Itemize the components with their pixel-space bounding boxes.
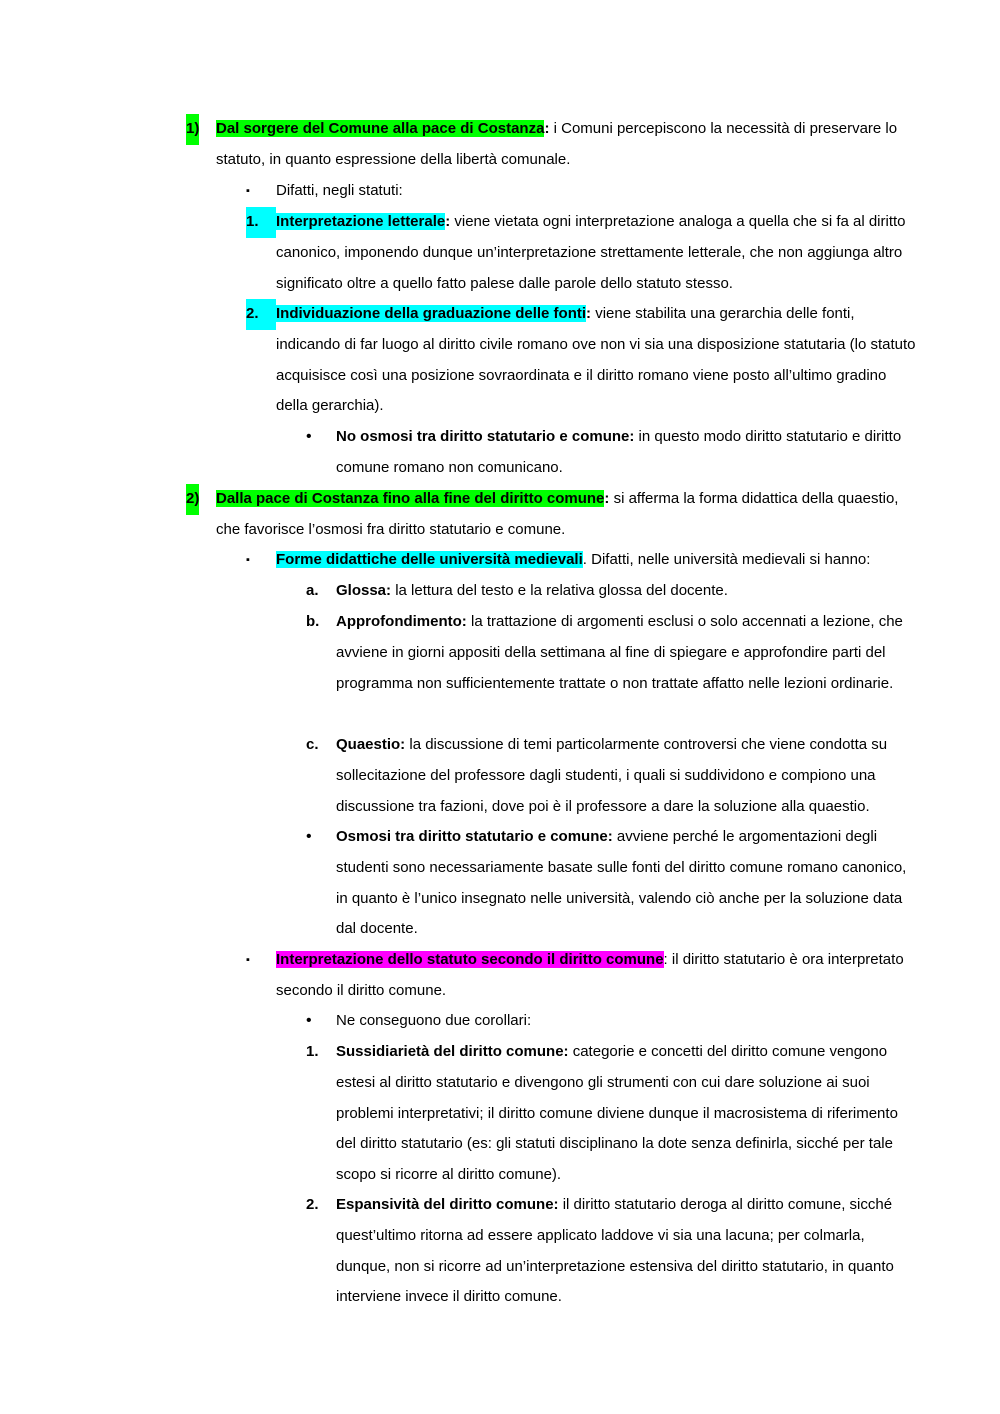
item-text: il diritto statutario deroga al diritto comune, sicché quest’ultimo ritorna ad essere applicato laddove vi sia una lacuna; per colmarla, dunque, non si ricorre ad un’interpretazione estensiva del diritto statutario, in quanto interviene invece il diritto comune.	[336, 1196, 894, 1306]
item-text: la discussione di temi particolarmente controversi che viene condotta su sollecitazione del professore dagli studenti, i quali si suddividono e compiono una discussione tra fazioni, dove poi è il professore a dare la soluzione alla quaestio.	[336, 736, 888, 815]
item-graduazione-fonti: Individuazione della graduazione delle fonti: viene stabilita una gerarchia delle fonti, indicando di far luogo al diritto civile romano ove non vi sia una disposizione statutaria (lo statuto acquisisce così una posizione sovraordinata e il diritto romano viene posto all’ultimo gradino della gerarchia).	[276, 305, 916, 415]
square-bullet-icon: ▪	[246, 185, 250, 197]
section-2-heading: Dalla pace di Costanza fino alla fine del diritto comune	[216, 490, 605, 507]
item-text: in questo modo diritto statutario e diritto comune romano non comunicano.	[336, 428, 902, 476]
item-heading: Interpretazione dello statuto secondo il diritto comune	[276, 951, 664, 968]
item-heading: Interpretazione letterale	[276, 213, 446, 230]
osmosi-paragraph	[336, 822, 916, 945]
list-marker: 1.	[306, 1043, 319, 1060]
item-text: . Difatti, nelle università medievali si hanno:	[582, 551, 871, 568]
item-heading: Approfondimento:	[336, 613, 467, 630]
item-espansivita	[336, 1190, 916, 1313]
round-bullet-icon: •	[306, 1012, 312, 1029]
item-text: viene vietata ogni interpretazione analoga a quella che si fa al diritto canonico, imponendo dunque un’interpretazione strettamente letterale, che non aggiunga altro significato oltre a quello fatto palese dalle parole dello statuto stesso.	[276, 213, 906, 292]
section-1-paragraph: Dal sorgere del Comune alla pace di Costanza: i Comuni percepiscono la necessità di preservare lo statuto, in quanto espressione della libertà comunale.	[216, 120, 898, 168]
round-bullet-icon: •	[306, 828, 312, 845]
item-heading: Osmosi tra diritto statutario e comune:	[336, 828, 613, 845]
round-bullet-icon: •	[306, 428, 312, 445]
list-marker: a.	[306, 582, 319, 599]
item-heading: Glossa:	[336, 582, 392, 599]
item-sussidiarieta	[336, 1037, 916, 1191]
list-marker: 2.	[246, 299, 276, 330]
item-text: la lettura del testo e la relativa glossa del docente.	[391, 582, 728, 599]
item-text: categorie e concetti del diritto comune vengono estesi al diritto statutario e divengono gli strumenti con cui dare soluzione ai suoi problemi interpretativi; il diritto comune diviene dunque il macrosistema di riferimento del diritto statutario (es: gli statuti disciplinano la dote senza definirla, sicché per tale scopo si ricorre al diritto comune).	[336, 1043, 898, 1184]
item-heading: Individuazione della graduazione delle fonti	[276, 305, 587, 322]
item-text: viene stabilita una gerarchia delle fonti, indicando di far luogo al diritto civile romano ove non vi sia una disposizione statutaria (lo statuto acquisisce così una posizione sovraordinata e il diritto romano viene posto all’ultimo gradino della gerarchia).	[276, 305, 916, 415]
section-2-text: si afferma la forma didattica della quaestio, che favorisce l’osmosi fra diritto statutario e comune.	[216, 490, 899, 538]
item-text: la trattazione di argomenti esclusi o solo accennati a lezione, che avviene in giorni appositi della settimana al fine di spiegare e approfondire parti del programma non sufficientemente trattate o non trattate affatto nelle lezioni ordinarie.	[336, 613, 903, 692]
no-osmosi-paragraph	[336, 422, 916, 484]
forme-didattiche-paragraph	[276, 545, 916, 576]
item-glossa	[336, 576, 916, 607]
section-1-heading: Dal sorgere del Comune alla pace di Costanza	[216, 120, 545, 137]
list-marker: 1.	[246, 207, 276, 238]
section-1-text: i Comuni percepiscono la necessità di preservare lo statuto, in quanto espressione della libertà comunale.	[216, 120, 898, 168]
section-2-paragraph: Dalla pace di Costanza fino alla fine del diritto comune: si afferma la forma didattica della quaestio, che favorisce l’osmosi fra diritto statutario e comune.	[216, 490, 899, 538]
item-text: avviene perché le argomentazioni degli studenti sono necessariamente basate sulle fonti del diritto comune romano canonico, in quanto è l’unico insegnato nelle università, valendo ciò anche per la soluzione data dal docente.	[336, 828, 907, 938]
square-bullet-icon: ▪	[246, 954, 250, 966]
item-approfondimento	[336, 607, 916, 699]
item-heading: Quaestio:	[336, 736, 406, 753]
list-marker: 2.	[306, 1196, 319, 1213]
item-interpretazione-letterale: Interpretazione letterale: viene vietata ogni interpretazione analoga a quella che si fa al diritto canonico, imponendo dunque un’interpretazione strettamente letterale, che non aggiunga altro significato oltre a quello fatto palese dalle parole dello statuto stesso.	[276, 213, 906, 292]
bullet-text: Difatti, negli statuti:	[276, 182, 403, 199]
list-marker: c.	[306, 736, 319, 753]
square-bullet-icon: ▪	[246, 554, 250, 566]
corollari-intro: Ne conseguono due corollari:	[336, 1012, 532, 1029]
interpretazione-statuto-paragraph	[276, 945, 916, 1007]
item-heading: Sussidiarietà del diritto comune:	[336, 1043, 569, 1060]
item-heading: Espansività del diritto comune:	[336, 1196, 559, 1213]
item-text: : il diritto statutario è ora interpretato secondo il diritto comune.	[276, 951, 904, 999]
item-quaestio	[336, 730, 916, 822]
list-marker: b.	[306, 613, 320, 630]
list-marker: 2)	[186, 484, 199, 515]
item-heading: Forme didattiche delle università medievali	[276, 551, 583, 568]
list-marker: 1)	[186, 114, 199, 145]
item-heading: No osmosi tra diritto statutario e comune:	[336, 428, 635, 445]
